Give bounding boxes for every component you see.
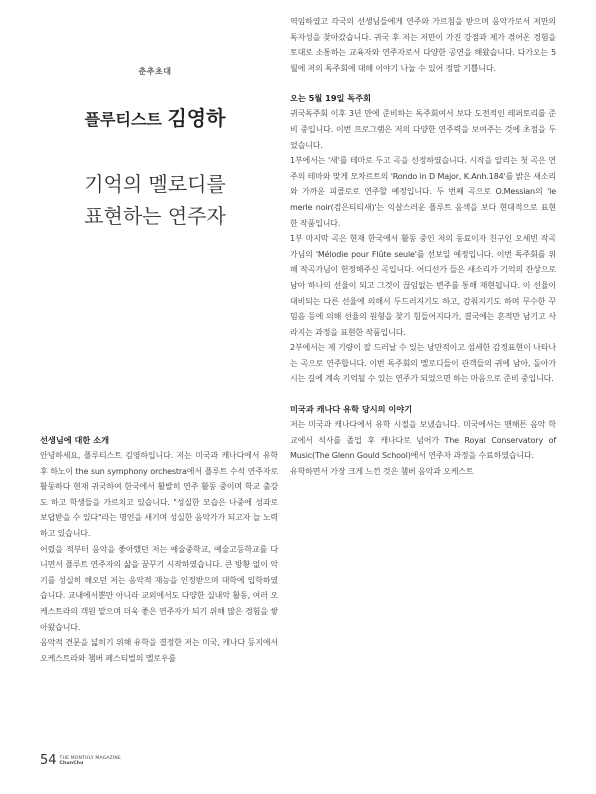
article-subtitle [40,168,270,232]
body-paragraph: 2부에서는 제 기량이 잘 드러날 수 있는 낭만적이고 섬세한 감정표현이 나타나는 곡으로 연주합니다. 이번 독주회의 멜로디들이 관객들의 귀에 남아, 돌아가시는 길에 계속 기억될 수 있는 연주가 되었으면 하는 마음으로 준비 중입니다. [290,343,556,384]
body-paragraph: 1부 마지막 곡은 현재 한국에서 활동 중인 저의 동료이자 친구인 오세빈 작곡가님의 'Mélodie pour Flûte seule'를 선보일 예정입니다. 이번 독주회를 위해 작곡가님이 헌정해주신 곡입니다. 어디선가 들은 새소리가 기억의 잔상으로 남아 하나의 선율이 되고 그것이 끊임없는 변주를 통해 재현됩니다. 이 선율이 대비되는 다른 선율에 의해서 두드러지기도 하고, 감춰지기도 하며 무수한 꾸밈음 등에 의해 선율의 원형을 찾기 힘들어지다가, 결국에는 흔적만 남기고 사라지는 과정을 표현한 작품입니다. [290,234,556,337]
page-footer [40,748,121,768]
page-number: 54 [40,753,57,768]
title-name: 김영하 [167,106,226,130]
right-column [290,14,556,479]
body-paragraph: 귀국독주회 이후 3년 만에 준비하는 독주회여서 보다 도전적인 레퍼토리를 준비 중입니다. 이번 프로그램은 저의 다양한 연주력을 보여주는 것에 초점을 두었습니다. [290,109,556,150]
section-heading: 미국과 캐나다 유학 당시의 이야기 [290,404,413,415]
body-paragraph: 음악적 견문을 넓히기 위해 유학을 결정한 저는 미국, 캐나다 등지에서 오케스트라와 챔버 페스티벌의 멜로우를 [40,638,278,663]
magazine-line: THE MONTHLY MAGAZINE [59,756,122,761]
subtitle-line: 기억의 멜로디를 [84,172,226,196]
title-prefix: 플루티스트 [84,110,168,129]
section-tag: 춘추초대 [138,67,172,76]
magazine-logo [60,756,122,768]
subtitle-line: 표현하는 연주자 [84,204,226,228]
body-paragraph: 역임하였고 각국의 선생님들에게 연주와 가르침을 받으며 음악가로서 저만의 독자성을 찾아갔습니다. 귀국 후 저는 저만이 가진 강점과 제가 겪어온 경험을 토대로 소통하는 교육자와 연주자로서 다양한 공연을 해왔습니다. 다가오는 5월에 저의 독주회에 대해 이야기 나눌 수 있어 정말 기쁩니다. [290,17,556,73]
body-paragraph: 안녕하세요, 플루티스트 김영하입니다. 저는 미국과 캐나다에서 유학 후 하노이 the sun symphony orchestra에서 플루트 수석 연주자로 활동하다 현재 귀국하여 한국에서 활발히 연주 활동 중이며 학교 출강도 하고 학생들을 가르치고 있습니다. "성실한 모습은 나중에 성과로 보답받을 수 있다"라는 명언을 새기며 성실한 음악가가 되고자 늘 노력하고 있습니다. [40,451,278,538]
section-heading: 오는 5월 19일 독주회 [290,93,372,104]
body-paragraph: 어렸을 적부터 음악을 좋아했던 저는 예술중학교, 예술고등학교를 다니면서 플루트 연주자의 삶을 꿈꾸기 시작하였습니다. 큰 방황 없이 악기를 성실히 해오던 저는 음악적 재능을 인정받으며 대학에 입학하였습니다. 교내에서뿐만 아니라 교외에서도 다양한 실내악 활동, 여러 오케스트라의 객원 맡으며 더욱 좋은 연주자가 되기 위해 많은 경험을 쌓아왔습니다. [40,544,278,632]
body-paragraph: 유학하면서 가장 크게 느낀 것은 챔버 음악과 오케스트 [290,466,474,476]
brand-line: ChunChu [59,761,84,766]
body-paragraph: 1부에서는 '새'를 테마로 두고 곡을 선정하였습니다. 시작을 알리는 첫 곡은 연주의 테마와 맞게 모차르트의 'Rondo in D Major, K.Anh.184'를 밝은 새소리와 가까운 피콜로로 연주할 예정입니다. 두 번째 곡으로 O.Messian의 'le merle noir(검은티티새)'는 익살스러운 플루트 음색을 보다 현대적으로 표현한 작품입니다. [290,156,556,228]
section-heading: 선생님에 대한 소개 [40,435,109,445]
body-paragraph: 저는 미국과 캐나다에서 유학 시절을 보냈습니다. 미국에서는 맨해튼 음악 학교에서 석사를 졸업 후 캐나다로 넘어가 The Royal Conservatory of Music(The Glenn Gould School)에서 연주자 과정을 수료하였습니다. [290,420,556,461]
article-title [40,102,270,131]
left-body [40,432,278,666]
